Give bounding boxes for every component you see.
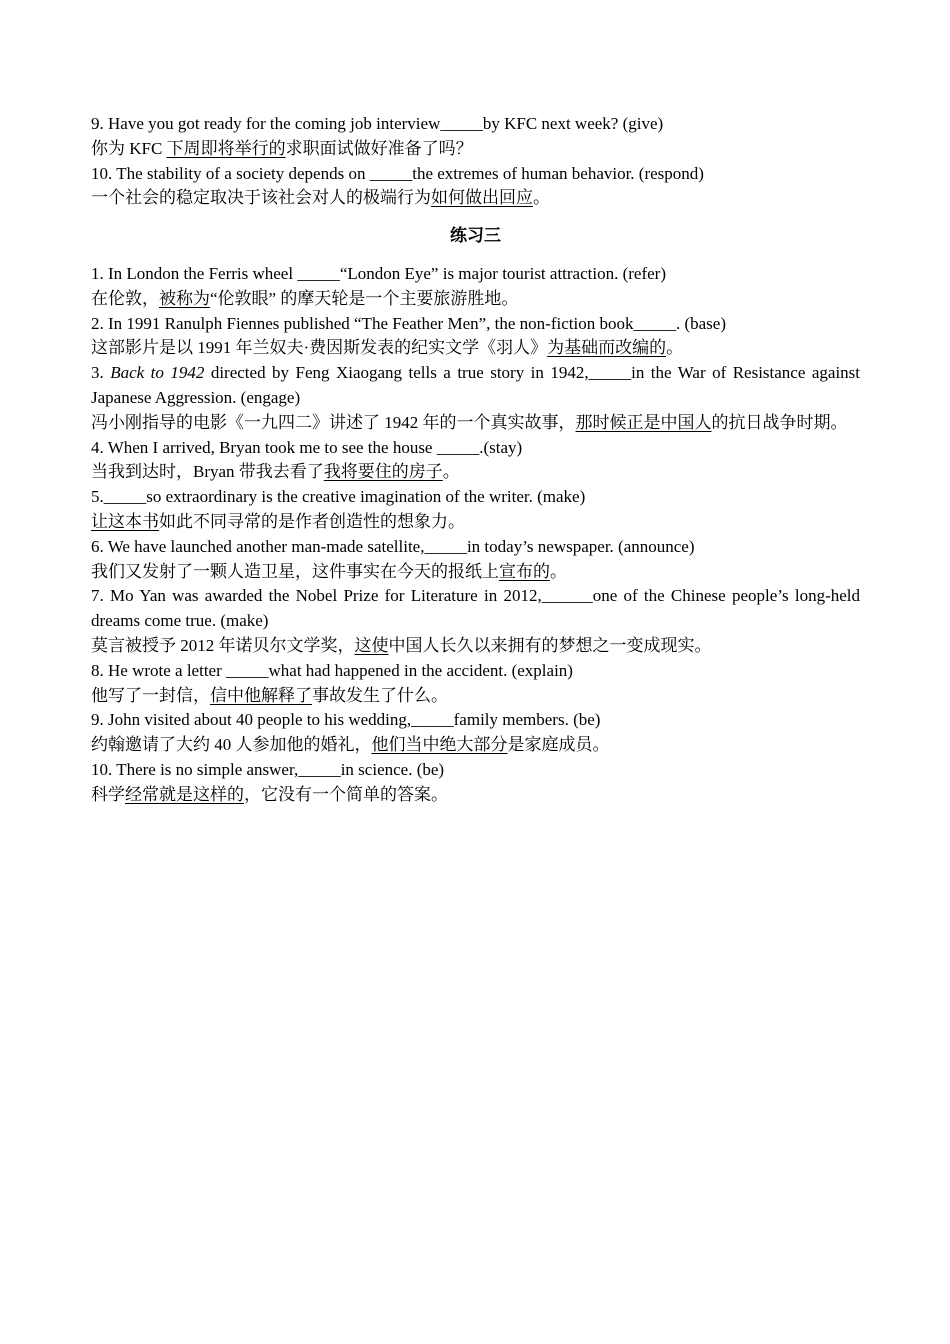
- underlined-phrase: 为基础而改编的: [547, 338, 667, 358]
- zh-text: 你为 KFC: [91, 138, 167, 158]
- underlined-phrase: 被称为: [159, 288, 210, 308]
- zh-text: 一个社会的稳定取决于该社会对人的极端行为: [91, 188, 431, 208]
- exercise-sentence-en: 5._____so extraordinary is the creative imagination of the writer. (make): [91, 487, 586, 507]
- zh-text: 我们又发射了一颗人造卫星，这件事实在今天的报纸上: [91, 561, 499, 581]
- zh-text: 约翰邀请了大约 40 人参加他的婚礼，: [91, 735, 372, 755]
- underlined-phrase: 如何做出回应: [431, 188, 533, 208]
- exercise-sentence-en: 10. The stability of a society depends on _____the extremes of human behavior. (respond): [91, 163, 704, 183]
- zh-text: 这部影片是以 1991 年兰奴夫·费因斯发表的纪实文学《羽人》: [91, 338, 548, 358]
- zh-text: 冯小刚指导的电影《一九四二》讲述了 1942 年的一个真实故事，: [91, 412, 576, 432]
- exercise-translation-zh: [91, 510, 860, 535]
- zh-text: 如此不同寻常的是作者创造性的想象力。: [159, 511, 465, 531]
- underlined-phrase: 下周即将举行的: [166, 138, 286, 158]
- exercise-sentence-en: 9. John visited about 40 people to his wedding,_____family members. (be): [91, 710, 601, 730]
- section-title: 练习三: [450, 226, 501, 246]
- exercise-translation-zh: [91, 137, 860, 162]
- exercise-sentence-en: 8. He wrote a letter _____what had happened in the accident. (explain): [91, 660, 573, 680]
- underlined-phrase: 他们当中绝大部分: [371, 735, 508, 755]
- zh-text: 科学: [91, 784, 125, 804]
- exercise-translation-zh: [91, 560, 860, 585]
- en-text: directed by Feng Xiaogang tells a true story in 1942,_____in the War of Resistance against Japanese Aggression. (engage): [91, 363, 861, 407]
- zh-text: 事故发生了什么。: [312, 685, 448, 705]
- exercise-sentence-en: 7. Mo Yan was awarded the Nobel Prize for Literature in 2012,______one of the Chinese people’s long-held dreams come true. (make): [91, 586, 860, 631]
- exercise-sentence-en: 4. When I arrived, Bryan took me to see the house _____.(stay): [91, 437, 523, 457]
- exercise-translation-zh: [91, 783, 860, 808]
- zh-text: 他写了一封信，: [91, 685, 210, 705]
- film-title: Back to 1942: [110, 363, 205, 383]
- underlined-phrase: 信中他解释了: [210, 685, 312, 705]
- zh-text: 是家庭成员。: [507, 735, 610, 755]
- en-text: 3.: [91, 363, 111, 383]
- zh-text: 。: [442, 462, 460, 482]
- zh-text: 当我到达时，Bryan 带我去看了: [91, 462, 324, 482]
- underlined-phrase: 经常就是这样的: [125, 784, 244, 804]
- document-page: [91, 112, 860, 808]
- exercise-translation-zh: [91, 684, 860, 709]
- underlined-phrase: 我将要住的房子: [323, 462, 443, 482]
- underlined-phrase: 这使: [354, 635, 389, 655]
- zh-text: 莫言被授予 2012 年诺贝尔文学奖，: [91, 635, 355, 655]
- zh-text: 在伦敦，: [91, 288, 159, 308]
- exercise-sentence-en: 9. Have you got ready for the coming job interview_____by KFC next week? (give): [91, 114, 664, 133]
- underlined-phrase: 让这本书: [91, 511, 159, 531]
- exercise-translation-zh: [91, 733, 860, 758]
- exercise-translation-zh: [91, 460, 860, 485]
- exercise-sentence-en: 6. We have launched another man-made satellite,_____in today’s newspaper. (announce): [91, 536, 695, 556]
- zh-text: 。: [666, 338, 684, 358]
- zh-text: 的抗日战争时期。: [711, 412, 848, 432]
- exercise-translation-zh: [91, 411, 860, 436]
- zh-text: ，它没有一个简单的答案。: [244, 784, 448, 804]
- underlined-phrase: 那时候正是中国人: [575, 412, 712, 432]
- zh-text: “伦敦眼” 的摩天轮是一个主要旅游胜地。: [210, 288, 519, 308]
- exercise-sentence-en: [91, 361, 860, 411]
- exercise-sentence-en: 1. In London the Ferris wheel _____“London Eye” is major tourist attraction. (refer): [91, 263, 666, 283]
- zh-text: 求职面试做好准备了吗？: [285, 138, 473, 158]
- zh-text: 。: [550, 561, 567, 581]
- zh-text: 。: [533, 188, 550, 208]
- exercise-translation-zh: [91, 186, 860, 211]
- exercise-sentence-en: 2. In 1991 Ranulph Fiennes published “The Feather Men”, the non-fiction book_____. (base): [91, 313, 727, 333]
- exercise-translation-zh: [91, 336, 860, 361]
- exercise-translation-zh: [91, 634, 860, 659]
- exercise-sentence-en: 10. There is no simple answer,_____in science. (be): [91, 759, 445, 779]
- underlined-phrase: 宣布的: [499, 561, 550, 581]
- exercise-translation-zh: [91, 287, 860, 312]
- zh-text: 中国人长久以来拥有的梦想之一变成现实。: [388, 635, 712, 655]
